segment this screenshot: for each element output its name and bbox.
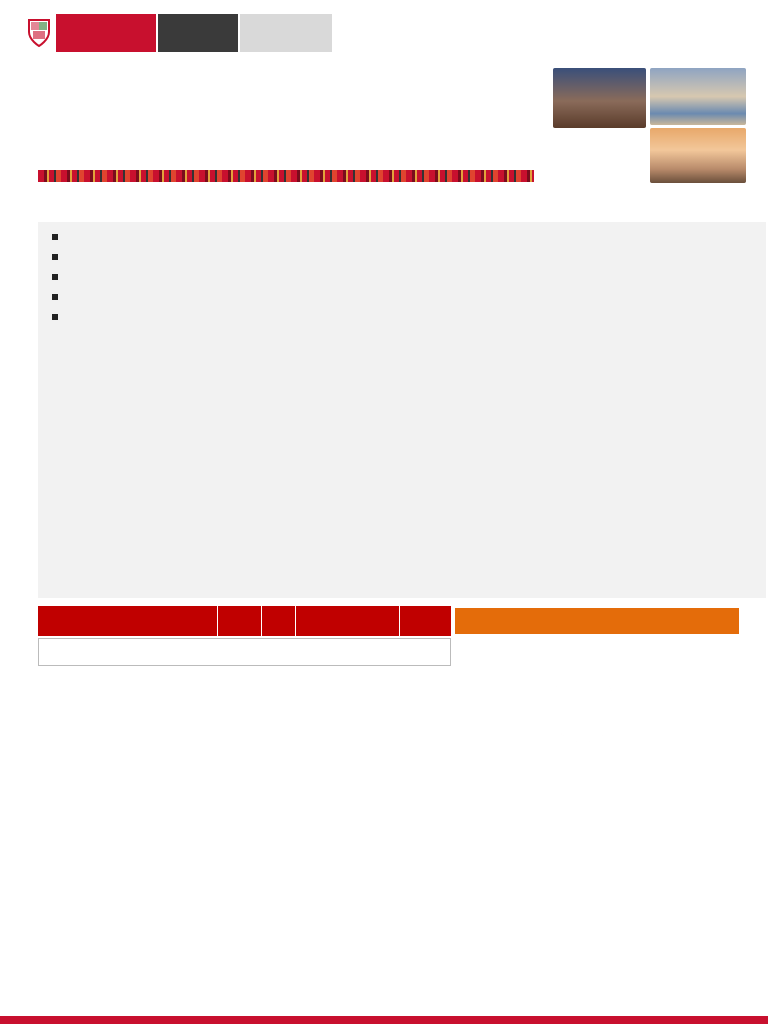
- ministry-label: [72, 14, 156, 52]
- header-logos: [22, 14, 332, 52]
- summary-bullet: [50, 228, 754, 240]
- vice-ministry-label: [158, 14, 238, 52]
- bullet-square-icon: [52, 294, 58, 300]
- header-year: [218, 606, 262, 636]
- coat-of-arms-icon: [22, 14, 56, 52]
- photo-countryside: [650, 128, 746, 183]
- arrivals-donut-chart: [533, 658, 633, 758]
- donut-slice-foreign: [543, 668, 623, 748]
- arrivals-panel-title: [455, 608, 739, 634]
- summary-bullet: [50, 308, 754, 320]
- summary-bullet: [50, 268, 754, 280]
- header-semester: [296, 606, 400, 636]
- decorative-textile-stripe: [38, 170, 534, 182]
- summary-bullet: [50, 248, 754, 260]
- photo-lagoon: [650, 68, 746, 125]
- peru-label: [56, 14, 72, 52]
- bullet-square-icon: [52, 234, 58, 240]
- table-caption: [38, 638, 451, 666]
- indicators-table-header: [38, 606, 451, 636]
- header-var2: [400, 606, 433, 636]
- executive-summary-box: [38, 222, 766, 598]
- header-blank: [38, 606, 218, 636]
- direction-label: [240, 14, 332, 52]
- arrivals-bar-chart: [466, 770, 740, 900]
- bullet-square-icon: [52, 314, 58, 320]
- summary-bullet: [50, 288, 754, 300]
- bottom-red-bar: [0, 1016, 768, 1024]
- photo-plaza: [553, 68, 646, 128]
- bullet-square-icon: [52, 254, 58, 260]
- bullet-square-icon: [52, 274, 58, 280]
- header-var: [262, 606, 296, 636]
